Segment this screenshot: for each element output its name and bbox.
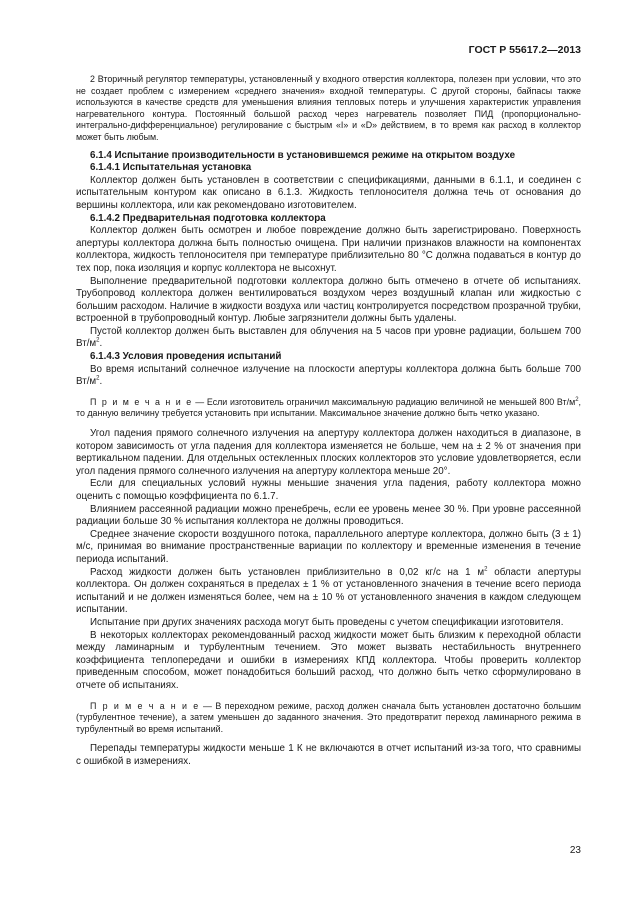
flow-rate-text: Расход жидкости должен быть установлен приблизительно в 0,02 кг/с на 1 м [90, 566, 485, 578]
note-1-label: П р и м е ч а н и е [90, 396, 193, 407]
note-1-text: — Если изготовитель ограничил максимальную радиацию величиной не меньшей 800 Вт/м [192, 396, 576, 407]
flow-rate-paragraph [76, 567, 581, 617]
note-2-label: П р и м е ч а н и е [90, 700, 200, 711]
section-6-1-4-2-heading: 6.1.4.2 Предварительная подготовка коллектора [90, 212, 326, 224]
other-flow-paragraph: Испытание при других значениях расхода могут быть проведены с учетом спецификации изготовителя. [90, 616, 564, 628]
note-2 [76, 701, 581, 736]
preconditioning-paragraph-3 [76, 326, 581, 351]
intro-note: 2 Вторичный регулятор температуры, установленный у входного отверстия коллектора, полезен при условии, что это не создает проблем с измерением «среднего значения» входной температуры. С другой стороны, байпасы также используются в качестве средств для уменьшения влияния тепловых потерь и улучшения характеристик управления нагревательного контура. Постоянный большой расход через нагреватель позволяет ПИД (пропорционально-интегрально-дифференциальное) регулирование с быстрым «I» и «D» действием, в то время как расход в коллектор может быть любым. [76, 74, 581, 142]
irradiance-text-end: . [99, 376, 103, 388]
flow-rate-text-end: области апертуры коллектора. Он должен сохраняться в пределах ± 1 % от установленного значения в течение всего периода испытаний и не должен изменяться более, чем на ± 10 % от установленного значения в каждом следующем испытании. [76, 566, 581, 616]
document-header: ГОСТ Р 55617.2—2013 [468, 44, 581, 56]
superscript-2: 2 [484, 566, 488, 573]
preconditioning-paragraph-2: Выполнение предварительной подготовки коллектора должно быть отмечено в отчете об испытаниях. Трубопровод коллектора должен вентилироваться воздухом через воздушный клапан или жидкостью с большим расходом. Наличие в жидкости воздуха или частиц контролируется посредством прозрачной трубки, встроенной в трубопроводный контур. Любые загрязнители должны быть удалены. [76, 275, 581, 325]
irradiance-text: Во время испытаний солнечное излучение на плоскости апертуры коллектора должна быть больше 700 Вт/м [76, 363, 581, 388]
diffuse-radiation-paragraph: Влиянием рассеянной радиации можно пренебречь, если ее уровень менее 30 %. При уровне рассеянной радиации больше 30 % испытания коллектора не должны проводиться. [76, 503, 581, 528]
section-6-1-4-3-heading: 6.1.4.3 Условия проведения испытаний [90, 351, 282, 363]
page-content [76, 74, 581, 768]
note-1-text-end: , то данную величину требуется установить при испытании. Максимальное значение должно быть четко указано. [76, 396, 581, 419]
page-number: 23 [569, 845, 581, 856]
wind-speed-paragraph: Среднее значение скорости воздушного потока, параллельного апертуре коллектора, должно быть (3 ± 1) м/с, принимая во внимание пространственные вариации по коллектору и временные изменения в течение периода испытаний. [76, 528, 581, 565]
section-6-1-4-heading: 6.1.4 Испытание производительности в установившемся режиме на открытом воздухе [90, 149, 516, 161]
section-6-1-4-1-heading: 6.1.4.1 Испытательная установка [90, 162, 252, 174]
irradiance-paragraph [76, 364, 581, 389]
laminar-paragraph: В некоторых коллекторах рекомендованный расход жидкости может быть близким к переходной области между ламинарным и турбулентным течением. Это может вызвать нестабильность внутреннего коэффициента теплопередачи и ошибки в измерениях КПД коллектора. Чтобы проверить коллектор приведенным способом, может понадобиться больший расход, что должно быть четко сформулировано в отчете об испытаниях. [76, 629, 581, 691]
section-6-1-4-1-text: Коллектор должен быть установлен в соответствии с спецификациями, данными в 6.1.1, и соединен с испытательным контуром как описано в 6.1.3. Жидкость теплоносителя должна течь от основания до вершины коллектора, или как рекомендовано изготовителем. [76, 174, 581, 211]
superscript-2: 2 [575, 396, 579, 403]
superscript-2: 2 [96, 338, 100, 345]
note-2-text: — В переходном режиме, расход должен сначала быть установлен достаточно большим (турбулентное течение), а затем уменьшен до заданного значения. Это предотвратит переход ламинарного режима в турбулентный во время испытаний. [76, 700, 581, 734]
final-paragraph: Перепады температуры жидкости меньше 1 К не включаются в отчет испытаний из-за того, что сравнимы с ошибкой в измерениях. [76, 743, 581, 767]
exposure-text: Пустой коллектор должен быть выставлен для облучения на 5 часов при уровне радиации, большем 700 Вт/м [76, 325, 581, 350]
incidence-angle-paragraph: Угол падения прямого солнечного излучения на апертуру коллектора должен находиться в диапазоне, в котором зависимость от угла падения для коллектора изменяется не больше, чем на ± 2 % от значения при вертикальном падении. Для отдельных остекленных плоских коллекторов это условие удовлетворяется, если угол падения прямого солнечного излучения на апертуру коллектора меньше 20°. [76, 428, 581, 477]
preconditioning-paragraph-1: Коллектор должен быть осмотрен и любое повреждение должно быть зарегистрировано. Поверхность апертуры коллектора должна быть полностью очищена. При наличии признаков влажности на компонентах коллектора, жидкость теплоносителя при температуре приблизительно 80 °С должна подаваться в контур до тех пор, пока изоляция и корпус коллектора не высохнут. [76, 225, 581, 274]
superscript-2: 2 [96, 375, 100, 382]
exposure-text-end: . [99, 338, 103, 350]
note-1 [76, 397, 581, 420]
special-conditions-paragraph: Если для специальных условий нужны меньшие значения угла падения, работу коллектора можно оценить с помощью коэффициента по 6.1.7. [76, 478, 581, 502]
